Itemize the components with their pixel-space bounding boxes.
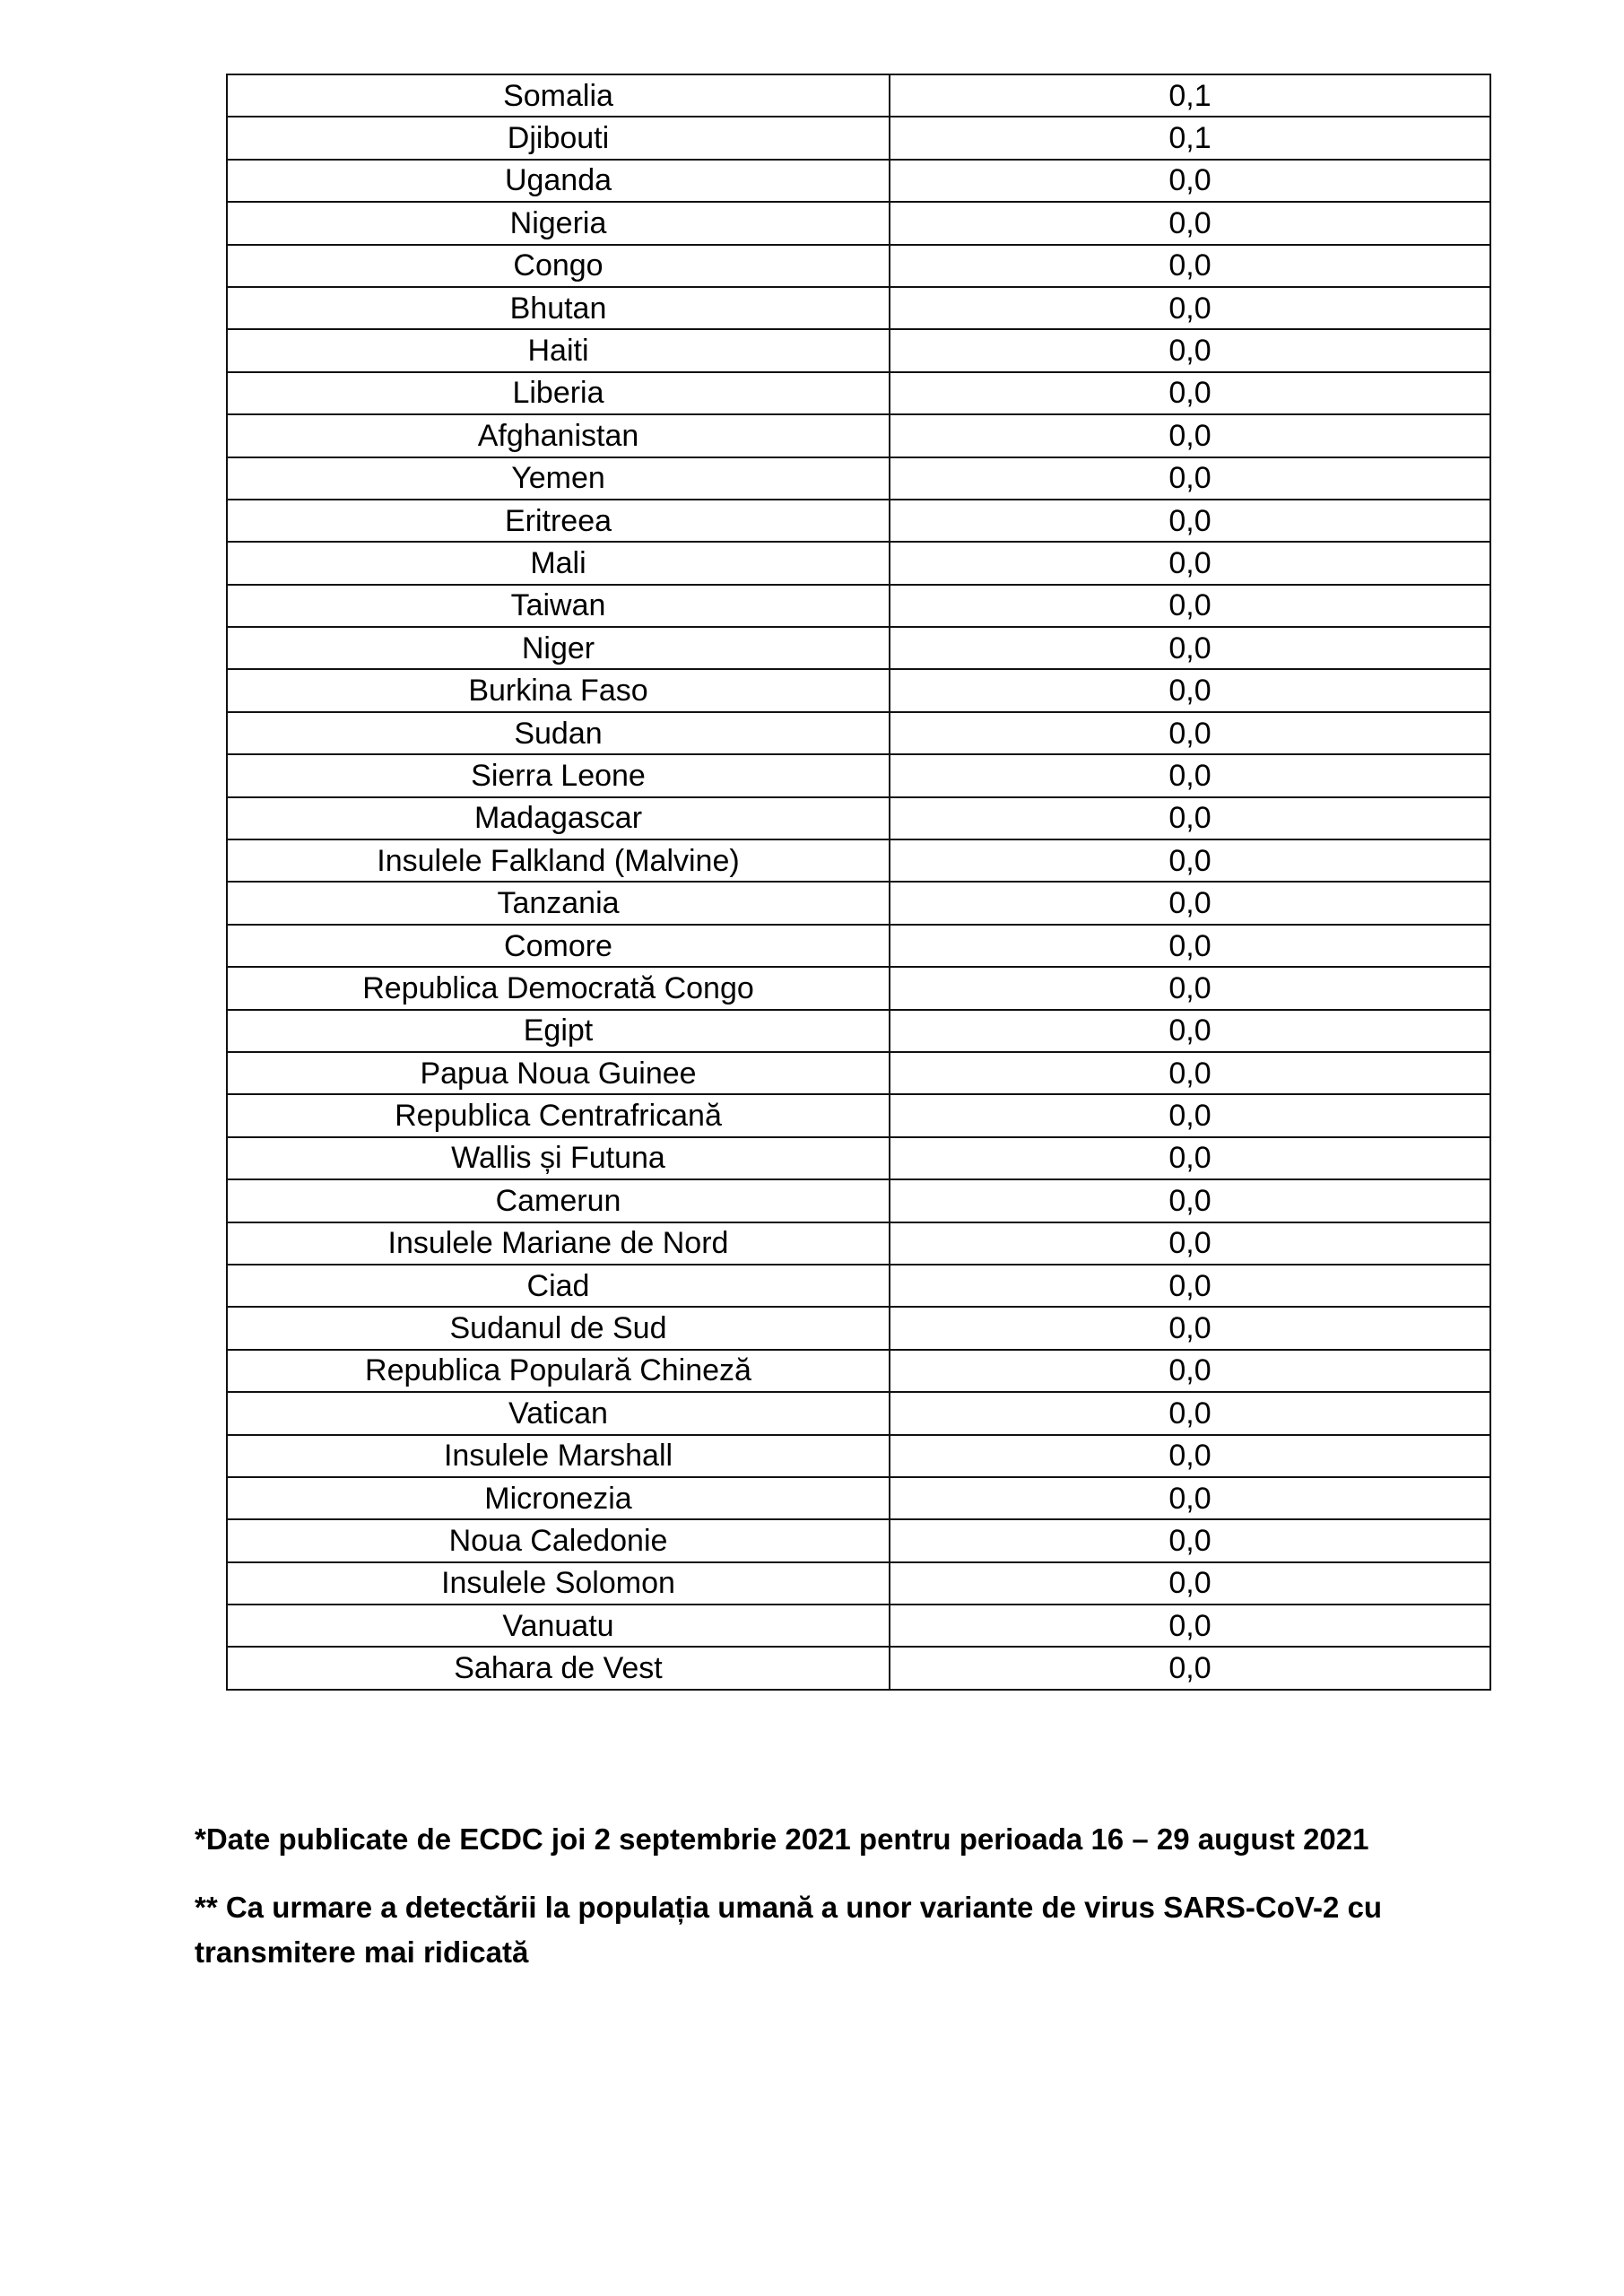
- value-cell: 0,0: [890, 372, 1490, 414]
- table-row: [227, 1265, 1490, 1307]
- table-row: [227, 839, 1490, 882]
- country-cell: Sudan: [227, 712, 890, 754]
- value-cell: 0,0: [890, 1179, 1490, 1222]
- country-cell: Liberia: [227, 372, 890, 414]
- value-cell: 0,0: [890, 669, 1490, 711]
- country-cell: Burkina Faso: [227, 669, 890, 711]
- value-cell: 0,1: [890, 74, 1490, 117]
- table-row: [227, 1052, 1490, 1094]
- value-cell: 0,0: [890, 712, 1490, 754]
- table-row: [227, 1605, 1490, 1647]
- country-cell: Congo: [227, 245, 890, 287]
- country-cell: Insulele Falkland (Malvine): [227, 839, 890, 882]
- table-row: [227, 1647, 1490, 1689]
- value-cell: 0,0: [890, 839, 1490, 882]
- table-row: [227, 1010, 1490, 1052]
- table-row: [227, 882, 1490, 924]
- value-cell: 0,0: [890, 1562, 1490, 1605]
- country-cell: Somalia: [227, 74, 890, 117]
- value-cell: 0,0: [890, 925, 1490, 967]
- country-cell: Haiti: [227, 329, 890, 371]
- value-cell: 0,0: [890, 500, 1490, 542]
- country-cell: Insulele Mariane de Nord: [227, 1222, 890, 1265]
- country-cell: Comore: [227, 925, 890, 967]
- value-cell: 0,0: [890, 1094, 1490, 1136]
- country-cell: Wallis și Futuna: [227, 1137, 890, 1179]
- value-cell: 0,0: [890, 882, 1490, 924]
- value-cell: 0,0: [890, 457, 1490, 500]
- country-cell: Niger: [227, 627, 890, 669]
- country-cell: Sierra Leone: [227, 754, 890, 796]
- table-row: [227, 117, 1490, 159]
- value-cell: 0,0: [890, 754, 1490, 796]
- country-cell: Republica Democrată Congo: [227, 967, 890, 1009]
- value-cell: 0,0: [890, 1052, 1490, 1094]
- table-row: [227, 1307, 1490, 1349]
- table-row: [227, 1477, 1490, 1519]
- value-cell: 0,0: [890, 1137, 1490, 1179]
- value-cell: 0,0: [890, 797, 1490, 839]
- table-row: [227, 160, 1490, 202]
- value-cell: 0,0: [890, 585, 1490, 627]
- country-cell: Egipt: [227, 1010, 890, 1052]
- value-cell: 0,0: [890, 1350, 1490, 1392]
- country-cell: Papua Noua Guinee: [227, 1052, 890, 1094]
- country-cell: Eritreea: [227, 500, 890, 542]
- table-row: [227, 1392, 1490, 1434]
- value-cell: 0,0: [890, 1605, 1490, 1647]
- value-cell: 0,0: [890, 1222, 1490, 1265]
- value-cell: 0,0: [890, 160, 1490, 202]
- value-cell: 0,0: [890, 1477, 1490, 1519]
- table-row: [227, 1350, 1490, 1392]
- country-cell: Micronezia: [227, 1477, 890, 1519]
- country-cell: Mali: [227, 542, 890, 584]
- table-row: [227, 1562, 1490, 1605]
- value-cell: 0,0: [890, 1435, 1490, 1477]
- country-incidence-table: [226, 74, 1491, 1691]
- table-row: [227, 287, 1490, 329]
- country-cell: Nigeria: [227, 202, 890, 244]
- footnote-ecdc-date: *Date publicate de ECDC joi 2 septembrie 2021 pentru perioada 16 – 29 august 2021: [195, 1822, 1369, 1856]
- country-cell: Uganda: [227, 160, 890, 202]
- value-cell: 0,0: [890, 1392, 1490, 1434]
- table-row: [227, 627, 1490, 669]
- table-row: [227, 754, 1490, 796]
- country-cell: Insulele Solomon: [227, 1562, 890, 1605]
- country-cell: Bhutan: [227, 287, 890, 329]
- value-cell: 0,0: [890, 202, 1490, 244]
- value-cell: 0,0: [890, 542, 1490, 584]
- table-row: [227, 500, 1490, 542]
- table-row: [227, 712, 1490, 754]
- value-cell: 0,1: [890, 117, 1490, 159]
- country-cell: Sahara de Vest: [227, 1647, 890, 1689]
- value-cell: 0,0: [890, 245, 1490, 287]
- value-cell: 0,0: [890, 967, 1490, 1009]
- table-row: [227, 329, 1490, 371]
- country-cell: Republica Populară Chineză: [227, 1350, 890, 1392]
- country-cell: Madagascar: [227, 797, 890, 839]
- table-body: [227, 74, 1490, 1690]
- value-cell: 0,0: [890, 1519, 1490, 1561]
- table-row: [227, 202, 1490, 244]
- table-row: [227, 1435, 1490, 1477]
- table-row: [227, 1519, 1490, 1561]
- country-cell: Vatican: [227, 1392, 890, 1434]
- country-cell: Vanuatu: [227, 1605, 890, 1647]
- table-row: [227, 797, 1490, 839]
- country-cell: Insulele Marshall: [227, 1435, 890, 1477]
- value-cell: 0,0: [890, 1647, 1490, 1689]
- value-cell: 0,0: [890, 329, 1490, 371]
- table-row: [227, 1179, 1490, 1222]
- country-cell: Yemen: [227, 457, 890, 500]
- country-cell: Tanzania: [227, 882, 890, 924]
- table-row: [227, 1137, 1490, 1179]
- value-cell: 0,0: [890, 287, 1490, 329]
- table-row: [227, 1094, 1490, 1136]
- country-cell: Noua Caledonie: [227, 1519, 890, 1561]
- country-cell: Afghanistan: [227, 414, 890, 457]
- table-row: [227, 925, 1490, 967]
- country-cell: Djibouti: [227, 117, 890, 159]
- table-row: [227, 1222, 1490, 1265]
- country-cell: Camerun: [227, 1179, 890, 1222]
- value-cell: 0,0: [890, 627, 1490, 669]
- table-row: [227, 457, 1490, 500]
- table-row: [227, 967, 1490, 1009]
- value-cell: 0,0: [890, 414, 1490, 457]
- country-cell: Taiwan: [227, 585, 890, 627]
- country-cell: Sudanul de Sud: [227, 1307, 890, 1349]
- table-row: [227, 372, 1490, 414]
- table-row: [227, 585, 1490, 627]
- country-cell: Republica Centrafricană: [227, 1094, 890, 1136]
- value-cell: 0,0: [890, 1010, 1490, 1052]
- table-row: [227, 245, 1490, 287]
- country-cell: Ciad: [227, 1265, 890, 1307]
- table-row: [227, 74, 1490, 117]
- footnote-variants: ** Ca urmare a detectării la populația umană a unor variante de virus SARS-CoV-2 cu transmitere mai ridicată: [195, 1891, 1383, 1969]
- table-row: [227, 542, 1490, 584]
- table-row: [227, 414, 1490, 457]
- value-cell: 0,0: [890, 1307, 1490, 1349]
- table-row: [227, 669, 1490, 711]
- value-cell: 0,0: [890, 1265, 1490, 1307]
